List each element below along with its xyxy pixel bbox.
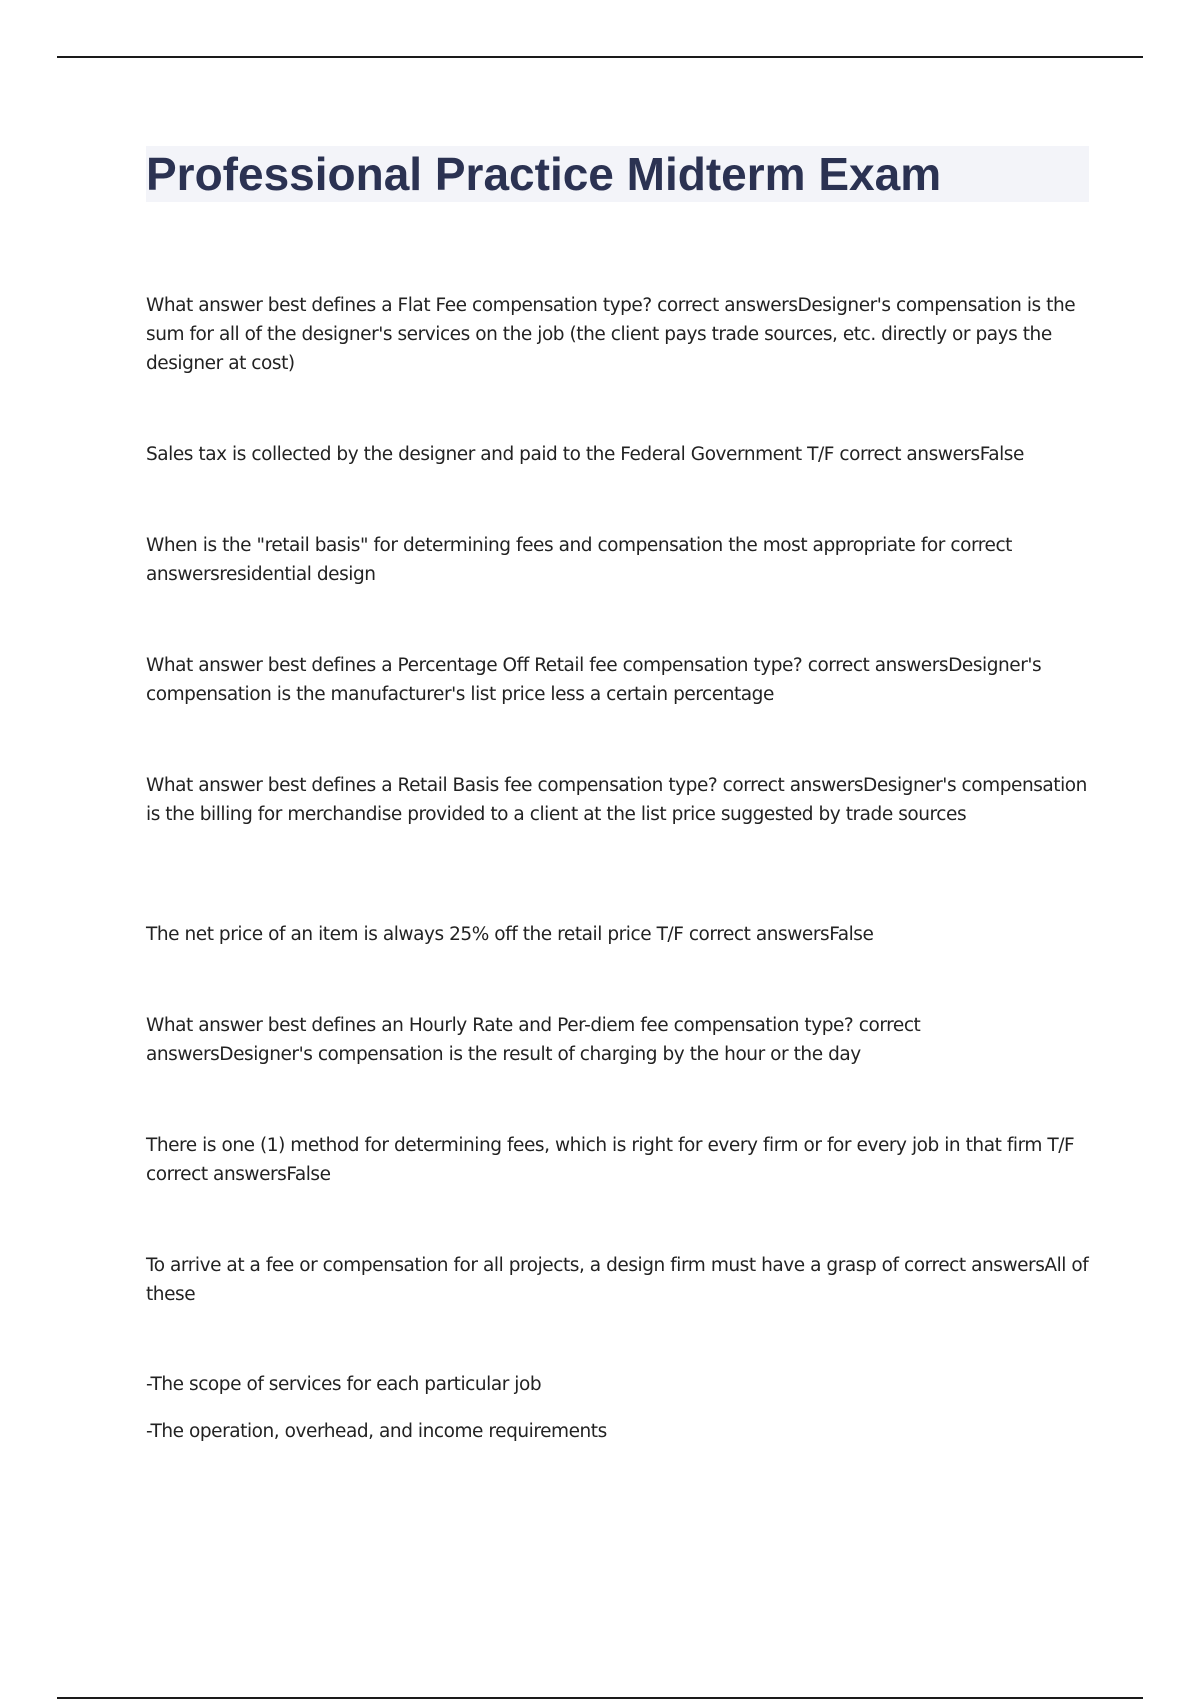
list-item-scope: -The scope of services for each particular job: [146, 1374, 542, 1395]
list-item-operation: -The operation, overhead, and income requirements: [146, 1421, 607, 1442]
question-net-price: The net price of an item is always 25% off the retail price T/F correct answersFalse: [146, 924, 874, 945]
question-retail-basis-when: When is the "retail basis" for determining fees and compensation the most appropriate for correct answersresidential design: [146, 535, 1012, 585]
question-arrive-at-fee: To arrive at a fee or compensation for all projects, a design firm must have a grasp of correct answersAll of these: [146, 1255, 1089, 1305]
title-banner: [146, 146, 1089, 202]
question-percentage-off-retail: What answer best defines a Percentage Off Retail fee compensation type? correct answersDesigner's compensation is the manufacturer's list price less a certain percentage: [146, 655, 1042, 705]
bottom-rule: [57, 1697, 1143, 1699]
top-rule: [57, 56, 1143, 58]
question-flat-fee: What answer best defines a Flat Fee compensation type? correct answersDesigner's compensation is the sum for all of the designer's services on the job (the client pays trade sources, etc. directly or pays the designer at cost): [146, 295, 1076, 374]
page-title: Professional Practice Midterm Exam: [146, 148, 942, 200]
question-sales-tax: Sales tax is collected by the designer and paid to the Federal Government T/F correct answersFalse: [146, 444, 1024, 465]
question-hourly-rate: What answer best defines an Hourly Rate and Per-diem fee compensation type? correct answersDesigner's compensation is the result of charging by the hour or the day: [146, 1015, 921, 1065]
question-retail-basis-definition: What answer best defines a Retail Basis fee compensation type? correct answersDesigner's compensation is the billing for merchandise provided to a client at the list price suggested by trade sources: [146, 775, 1087, 825]
question-one-method: There is one (1) method for determining fees, which is right for every firm or for every job in that firm T/F correct answersFalse: [146, 1135, 1075, 1185]
